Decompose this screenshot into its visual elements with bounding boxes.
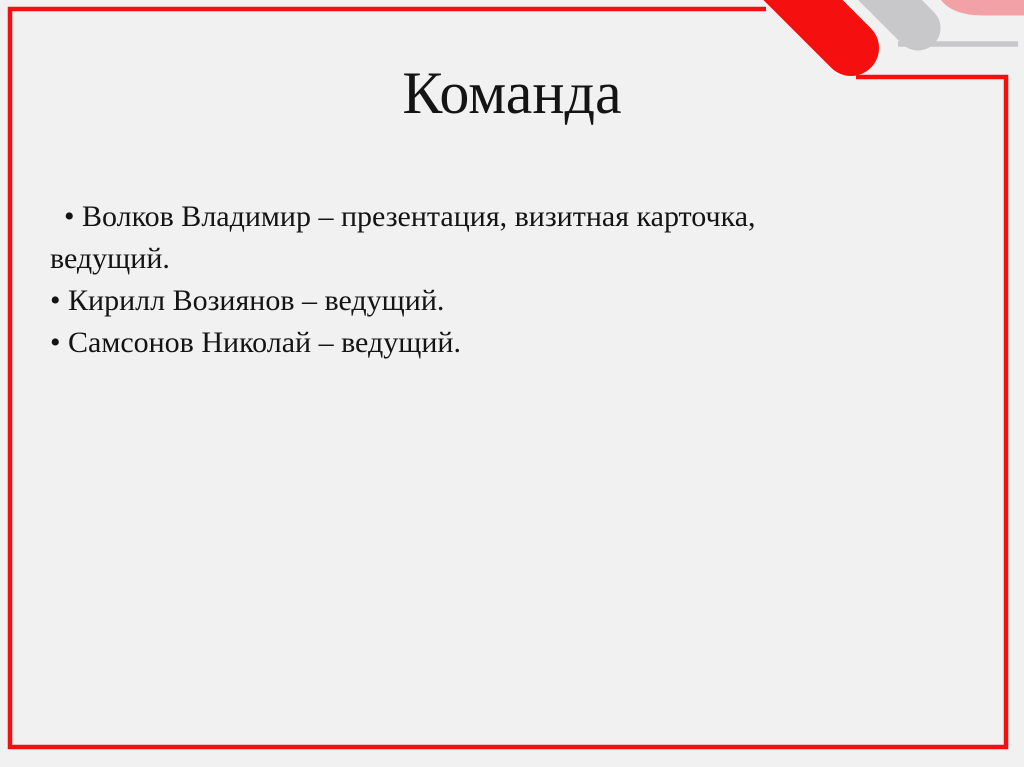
red-ribbon-icon	[743, 0, 851, 48]
team-list	[50, 196, 756, 364]
list-item-volkov-line1: • Волков Владимир – презентация, визитная карточка,	[64, 200, 756, 233]
list-item-volkov-line2: ведущий.	[50, 242, 170, 275]
list-item-samsonov: • Самсонов Николай – ведущий.	[50, 326, 461, 359]
pink-ribbon-icon	[941, 0, 1024, 16]
page-title: Команда	[402, 60, 622, 126]
gray-ribbon-icon	[830, 0, 918, 28]
list-item-voziyanov: • Кирилл Возиянов – ведущий.	[50, 284, 445, 317]
